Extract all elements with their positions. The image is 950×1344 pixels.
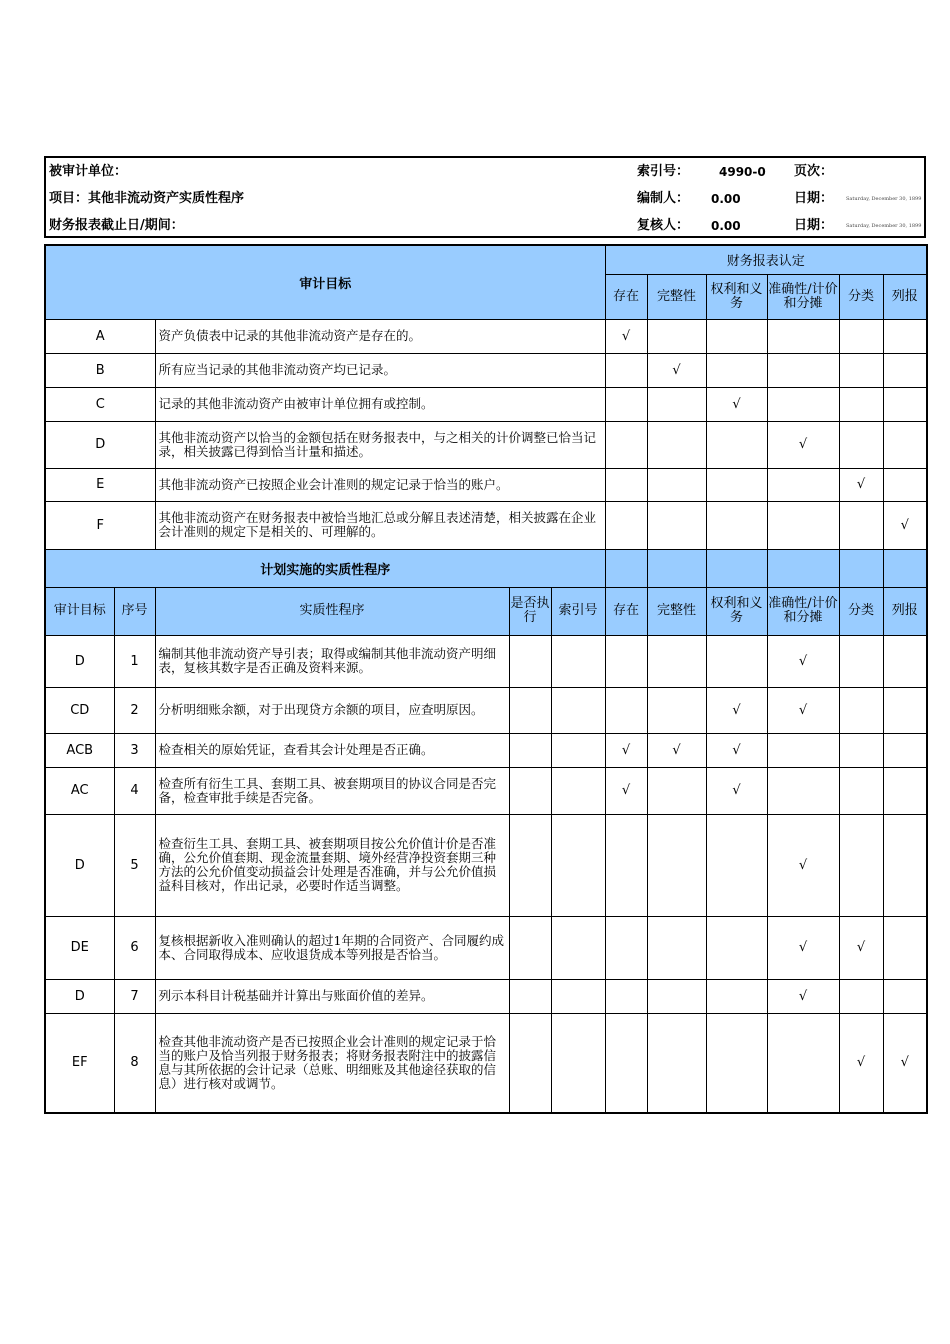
assertion-check: √	[839, 916, 883, 979]
assertion-check: √	[647, 733, 706, 767]
objective-text: 其他非流动资产在财务报表中被恰当地汇总或分解且表述清楚，相关披露在企业会计准则的规定下是相关的、可理解的。	[155, 501, 605, 549]
assertion-check	[706, 814, 767, 916]
procedure-row	[45, 767, 927, 814]
assertion-check	[706, 635, 767, 687]
assertion-check	[647, 468, 706, 501]
index-value: 4990-0	[719, 165, 766, 179]
procedure-index-cell[interactable]	[551, 687, 605, 733]
assertion-check	[839, 319, 883, 353]
assertion-check	[706, 353, 767, 387]
assertion-check	[767, 353, 839, 387]
assertion-check	[883, 767, 927, 814]
assertion-header: 分类	[839, 274, 883, 319]
date-value-2: Saturday, December 30, 1899	[846, 223, 922, 229]
assertion-check	[883, 319, 927, 353]
procedure-executed-cell[interactable]	[509, 733, 551, 767]
project-label: 项目：其他非流动资产实质性程序	[49, 191, 245, 206]
assertion-check: √	[839, 468, 883, 501]
assertion-check	[605, 468, 647, 501]
procedure-text: 检查衍生工具、套期工具、被套期项目按公允价值计价是否准确，公允价值套期、现金流量套期、境外经营净投资套期三种方法的公允价值变动损益会计处理是否准确，并与公允价值损益科目核对，作出记录，必要时作适当调整。	[155, 814, 509, 916]
assertion-check	[706, 421, 767, 468]
assertion-check: √	[767, 687, 839, 733]
assertion-header: 列报	[883, 274, 927, 319]
procedure-objective: ACB	[45, 733, 114, 767]
assertion-check	[767, 319, 839, 353]
assertion-header: 存在	[605, 274, 647, 319]
reviewer-label: 复核人：	[637, 218, 690, 233]
assertion-check	[883, 421, 927, 468]
procedure-objective: CD	[45, 687, 114, 733]
objective-code: E	[45, 468, 155, 501]
assertion-check	[883, 979, 927, 1013]
col-executed-header: 是否执行	[509, 587, 551, 635]
procedure-seq: 3	[114, 733, 155, 767]
procedure-seq: 1	[114, 635, 155, 687]
assertion-header: 权利和义务	[706, 274, 767, 319]
procedure-index-cell[interactable]	[551, 1013, 605, 1113]
assertion-header: 列报	[883, 587, 927, 635]
objective-text: 记录的其他非流动资产由被审计单位拥有或控制。	[155, 387, 605, 421]
assertion-check: √	[767, 814, 839, 916]
objective-row	[45, 501, 927, 549]
assertion-check	[839, 501, 883, 549]
objective-row	[45, 421, 927, 468]
objective-text: 所有应当记录的其他非流动资产均已记录。	[155, 353, 605, 387]
objective-row	[45, 319, 927, 353]
procedure-text: 编制其他非流动资产导引表；取得或编制其他非流动资产明细表，复核其数字是否正确及资料来源。	[155, 635, 509, 687]
assertion-check: √	[605, 767, 647, 814]
col-seq-header: 序号	[114, 587, 155, 635]
auditee-label: 被审计单位：	[49, 164, 128, 179]
procedure-row	[45, 814, 927, 916]
procedure-seq: 4	[114, 767, 155, 814]
assertion-check	[706, 468, 767, 501]
assertion-group-header: 财务报表认定	[605, 245, 927, 274]
assertion-check	[839, 353, 883, 387]
procedure-executed-cell[interactable]	[509, 687, 551, 733]
assertion-header: 分类	[839, 587, 883, 635]
assertion-check: √	[605, 319, 647, 353]
objective-text: 其他非流动资产以恰当的金额包括在财务报表中，与之相关的计价调整已恰当记录，相关披露已得到恰当计量和描述。	[155, 421, 605, 468]
assertion-check	[839, 767, 883, 814]
date-label-1: 日期：	[794, 191, 834, 206]
assertion-check	[839, 387, 883, 421]
audit-procedures-table	[44, 244, 928, 1114]
procedure-executed-cell[interactable]	[509, 767, 551, 814]
assertion-check	[647, 501, 706, 549]
page-label: 页次：	[794, 164, 834, 179]
assertion-check	[605, 387, 647, 421]
assertion-check	[647, 635, 706, 687]
procedure-executed-cell[interactable]	[509, 916, 551, 979]
assertion-check	[883, 814, 927, 916]
assertion-check	[647, 687, 706, 733]
procedure-executed-cell[interactable]	[509, 635, 551, 687]
procedure-objective: D	[45, 635, 114, 687]
objective-text: 其他非流动资产已按照企业会计准则的规定记录于恰当的账户。	[155, 468, 605, 501]
assertion-check	[647, 767, 706, 814]
objective-code: C	[45, 387, 155, 421]
procedure-objective: EF	[45, 1013, 114, 1113]
procedure-index-cell[interactable]	[551, 733, 605, 767]
objective-code: F	[45, 501, 155, 549]
assertion-check	[706, 1013, 767, 1113]
assertion-check	[605, 916, 647, 979]
assertion-check	[839, 635, 883, 687]
procedure-row	[45, 635, 927, 687]
procedure-seq: 6	[114, 916, 155, 979]
assertion-check: √	[706, 387, 767, 421]
assertion-check: √	[767, 979, 839, 1013]
assertion-check	[883, 916, 927, 979]
procedure-objective: DE	[45, 916, 114, 979]
procedure-executed-cell[interactable]	[509, 1013, 551, 1113]
objective-code: D	[45, 421, 155, 468]
objective-row	[45, 468, 927, 501]
assertion-check: √	[883, 1013, 927, 1113]
procedure-objective: D	[45, 814, 114, 916]
procedure-objective: D	[45, 979, 114, 1013]
assertion-check	[605, 421, 647, 468]
procedure-executed-cell[interactable]	[509, 814, 551, 916]
assertion-check	[647, 916, 706, 979]
col-procedure-header: 实质性程序	[155, 587, 509, 635]
assertion-header: 存在	[605, 587, 647, 635]
assertion-header: 完整性	[647, 587, 706, 635]
assertion-check	[767, 387, 839, 421]
col-index-header: 索引号	[551, 587, 605, 635]
assertion-check	[706, 979, 767, 1013]
assertion-check	[883, 687, 927, 733]
procedure-text: 检查其他非流动资产是否已按照企业会计准则的规定记录于恰当的账户及恰当列报于财务报表；将财务报表附注中的披露信息与其所依据的会计记录（总账、明细账及其他途径获取的信息）进行核对或调节。	[155, 1013, 509, 1113]
procedure-row	[45, 687, 927, 733]
preparer-value: 0.00	[711, 192, 741, 206]
procedure-row	[45, 916, 927, 979]
objective-row	[45, 353, 927, 387]
procedure-seq: 8	[114, 1013, 155, 1113]
index-label: 索引号：	[637, 164, 690, 179]
assertion-check	[767, 501, 839, 549]
assertion-check	[605, 1013, 647, 1113]
procedure-index-cell[interactable]	[551, 814, 605, 916]
reviewer-value: 0.00	[711, 219, 741, 233]
assertion-check	[647, 421, 706, 468]
assertion-check	[605, 501, 647, 549]
assertion-check	[883, 353, 927, 387]
procedure-index-cell[interactable]	[551, 635, 605, 687]
procedure-seq: 7	[114, 979, 155, 1013]
procedure-text: 分析明细账余额，对于出现贷方余额的项目，应查明原因。	[155, 687, 509, 733]
assertion-check	[839, 979, 883, 1013]
assertion-check	[605, 353, 647, 387]
assertion-header: 准确性/计价和分摊	[767, 274, 839, 319]
procedure-seq: 5	[114, 814, 155, 916]
assertion-check	[767, 1013, 839, 1113]
assertion-check	[706, 319, 767, 353]
assertion-check	[767, 468, 839, 501]
assertion-header: 准确性/计价和分摊	[767, 587, 839, 635]
assertion-check	[706, 916, 767, 979]
period-label: 财务报表截止日/期间：	[49, 218, 184, 233]
preparer-label: 编制人：	[637, 191, 690, 206]
assertion-check	[647, 319, 706, 353]
objectives-title: 审计目标	[45, 245, 605, 319]
procedure-executed-cell[interactable]	[509, 979, 551, 1013]
assertion-check: √	[767, 635, 839, 687]
assertion-check: √	[706, 767, 767, 814]
assertion-check: √	[839, 1013, 883, 1113]
assertion-check	[839, 421, 883, 468]
assertion-check	[767, 767, 839, 814]
assertion-check: √	[706, 733, 767, 767]
procedure-index-cell[interactable]	[551, 767, 605, 814]
procedure-text: 检查所有衍生工具、套期工具、被套期项目的协议合同是否完备，检查审批手续是否完备。	[155, 767, 509, 814]
assertion-check: √	[706, 687, 767, 733]
assertion-check	[839, 687, 883, 733]
col-objective-header: 审计目标	[45, 587, 114, 635]
procedure-index-cell[interactable]	[551, 979, 605, 1013]
assertion-check	[706, 501, 767, 549]
assertion-check	[605, 814, 647, 916]
assertion-check: √	[647, 353, 706, 387]
date-value-1: Saturday, December 30, 1899	[846, 196, 922, 202]
procedure-row	[45, 733, 927, 767]
assertion-header: 权利和义务	[706, 587, 767, 635]
assertion-check	[767, 733, 839, 767]
procedure-index-cell[interactable]	[551, 916, 605, 979]
assertion-check	[647, 979, 706, 1013]
assertion-check	[839, 814, 883, 916]
assertion-check	[605, 635, 647, 687]
procedure-text: 列示本科目计税基础并计算出与账面价值的差异。	[155, 979, 509, 1013]
objective-text: 资产负债表中记录的其他非流动资产是存在的。	[155, 319, 605, 353]
assertion-check	[883, 387, 927, 421]
document-header	[44, 156, 926, 238]
objective-code: A	[45, 319, 155, 353]
assertion-check	[605, 979, 647, 1013]
assertion-check: √	[605, 733, 647, 767]
procedure-row	[45, 979, 927, 1013]
objective-code: B	[45, 353, 155, 387]
procedures-title: 计划实施的实质性程序	[45, 549, 605, 587]
assertion-check: √	[767, 916, 839, 979]
objective-row	[45, 387, 927, 421]
assertion-check	[647, 387, 706, 421]
assertion-check	[605, 687, 647, 733]
assertion-header: 完整性	[647, 274, 706, 319]
date-label-2: 日期：	[794, 218, 834, 233]
assertion-check	[883, 635, 927, 687]
assertion-check	[839, 733, 883, 767]
procedure-seq: 2	[114, 687, 155, 733]
assertion-check	[883, 468, 927, 501]
assertion-check: √	[767, 421, 839, 468]
procedure-objective: AC	[45, 767, 114, 814]
assertion-check	[647, 1013, 706, 1113]
assertion-check	[647, 814, 706, 916]
assertion-check: √	[883, 501, 927, 549]
procedure-text: 检查相关的原始凭证，查看其会计处理是否正确。	[155, 733, 509, 767]
procedure-text: 复核根据新收入准则确认的超过1年期的合同资产、合同履约成本、合同取得成本、应收退货成本等列报是否恰当。	[155, 916, 509, 979]
procedure-row	[45, 1013, 927, 1113]
assertion-check	[883, 733, 927, 767]
